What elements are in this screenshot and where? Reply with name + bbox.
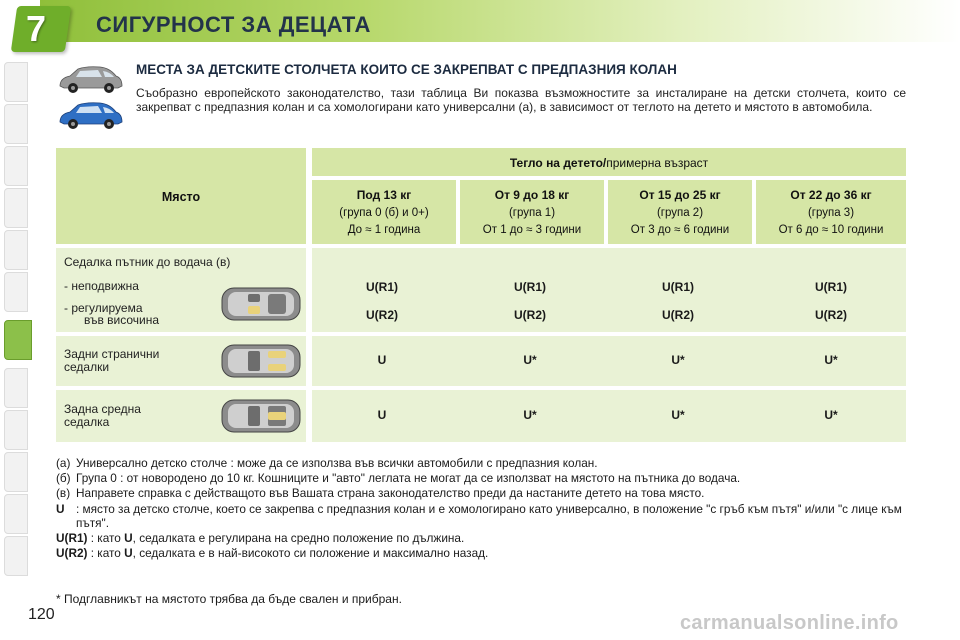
page-header [0, 0, 960, 52]
chapter-tab[interactable] [4, 62, 28, 102]
def-text: , седалката е в най-високото си положение и максимално назад. [132, 546, 489, 561]
def-key: U [56, 501, 65, 516]
footnote: * Подглавникът на мястото трябва да бъде свален и прибран. [56, 592, 402, 606]
note-text: Универсално детско столче : може да се използва във всички автомобили с предпазния колан. [76, 456, 598, 470]
def-item [56, 546, 906, 560]
intro-paragraph: Съобразно европейското законодателство, тази таблица Ви показва възможностите за инсталиране на детски столчета, които се закрепват с предпазния колан и са хомологирани като универсални (а), в зависимост от теглото на детето и мястото в автомобила. [136, 86, 906, 114]
def-text: : място за детско столче, което се закрепва с предпазния колан и е хомологирано като универсално, в положение "с гръб към пътя" и/или "с лице към пътя". [76, 501, 902, 530]
def-item [56, 531, 906, 545]
def-text: : като [87, 546, 125, 561]
car-blue-icon [56, 100, 124, 132]
section-title: МЕСТА ЗА ДЕТСКИТЕ СТОЛЧЕТА КОИТО СЕ ЗАКРЕПВАТ С ПРЕДПАЗНИЯ КОЛАН [136, 62, 677, 77]
row-sublabel: - неподвижна [64, 279, 139, 293]
chapter-tab[interactable] [4, 494, 28, 534]
row-rear-middle-label-cell [56, 390, 306, 442]
note-text: Направете справка с действащото във Вашата страна законодателство преди да настаните детето на това място. [76, 486, 705, 501]
row-label: Седалка пътник до водача (в) [64, 255, 231, 269]
car-topview-rear-side-icon [220, 341, 302, 381]
value-cell: U(R1) [366, 280, 398, 294]
car-grey-icon [56, 64, 124, 96]
row-label: Задни странични [64, 347, 160, 361]
row-rear-side-label-cell [56, 336, 306, 386]
value-cell: U(R2) [815, 308, 847, 322]
watermark: carmanualsonline.info [680, 612, 899, 634]
chapter-tab[interactable] [4, 368, 28, 408]
value-cell: U(R1) [662, 280, 694, 294]
note-item [56, 486, 906, 500]
value-cell: U(R2) [662, 308, 694, 322]
value-cell: U* [824, 408, 838, 422]
column-title: От 15 до 25 кг [639, 188, 721, 202]
row-rear-side-values [312, 336, 906, 386]
column-title: Под 13 кг [356, 188, 412, 202]
row-label: седалки [64, 360, 110, 374]
row-front-passenger-label-cell [56, 248, 306, 332]
column-header-3 [756, 180, 906, 244]
value-cell: U [377, 353, 387, 367]
chapter-tab[interactable] [4, 452, 28, 492]
weight-header-rest: примерна възраст [606, 156, 709, 170]
value-cell: U(R1) [815, 280, 847, 294]
value-cell: U* [523, 353, 537, 367]
page-number: 120 [28, 606, 55, 623]
chapter-title: СИГУРНОСТ ЗА ДЕЦАТА [96, 12, 371, 37]
def-text: : като [87, 531, 125, 546]
column-group: (група 3) [807, 207, 855, 219]
value-cell: U(R2) [514, 308, 546, 322]
chapter-tabs [0, 62, 40, 572]
column-header-2 [608, 180, 752, 244]
def-text: , седалката е регулирана на средно положение по дължина. [132, 531, 465, 546]
value-cell: U [377, 408, 387, 422]
chapter-tab[interactable] [4, 410, 28, 450]
column-group: (група 1) [508, 207, 556, 219]
row-sublabel: във височина [84, 313, 160, 327]
note-key: (в) [56, 486, 71, 501]
child-seat-table [56, 148, 906, 444]
value-cell: U* [671, 353, 685, 367]
chapter-tab[interactable] [4, 230, 28, 270]
value-cell: U(R1) [514, 280, 546, 294]
row-front-passenger-values [312, 248, 906, 332]
car-topview-front-seat-icon [220, 284, 302, 324]
row-sublabel: - регулируема [64, 301, 143, 315]
note-key: (б) [56, 471, 71, 486]
chapter-tab[interactable] [4, 104, 28, 144]
notes-block [56, 456, 906, 561]
chapter-tab[interactable] [4, 536, 28, 576]
place-header-cell [56, 148, 306, 244]
chapter-tab-active[interactable] [4, 320, 32, 360]
chapter-tab[interactable] [4, 272, 28, 312]
column-header-0 [312, 180, 456, 244]
column-age: От 1 до ≈ 3 години [482, 224, 582, 236]
car-topview-rear-middle-icon [220, 396, 302, 436]
note-text: Група 0 : от новородено до 10 кг. Кошниците и "авто" леглата не могат да се използват на мястото на пътника до водача. [76, 471, 741, 486]
weight-header-cell [312, 148, 906, 176]
column-age: От 3 до ≈ 6 години [630, 224, 730, 236]
column-group: (група 2) [656, 207, 704, 219]
weight-header-bold: Тегло на детето/ [509, 156, 607, 170]
column-group: (група 0 (б) и 0+) [339, 207, 429, 219]
column-age: От 6 до ≈ 10 години [778, 224, 884, 236]
value-cell: U* [824, 353, 838, 367]
column-title: От 22 до 36 кг [790, 188, 872, 202]
value-cell: U* [523, 408, 537, 422]
row-label: седалка [64, 415, 110, 429]
chapter-tab[interactable] [4, 146, 28, 186]
row-label: Задна средна [64, 402, 141, 416]
chapter-tab[interactable] [4, 188, 28, 228]
note-item [56, 456, 906, 470]
weight-header [312, 156, 906, 170]
column-title: От 9 до 18 кг [494, 188, 570, 202]
def-key: U(R1) [56, 531, 88, 546]
note-item [56, 471, 906, 485]
value-cell: U(R2) [366, 308, 398, 322]
row-rear-middle-values [312, 390, 906, 442]
def-key-ref: U [124, 531, 133, 546]
chapter-number: 7 [26, 8, 47, 49]
def-key: U(R2) [56, 546, 88, 561]
column-header-1 [460, 180, 604, 244]
def-item [56, 502, 906, 530]
def-key-ref: U [124, 546, 133, 561]
note-key: (а) [56, 456, 71, 470]
column-age: До ≈ 1 година [347, 224, 421, 236]
value-cell: U* [671, 408, 685, 422]
place-header-label: Място [161, 190, 201, 204]
